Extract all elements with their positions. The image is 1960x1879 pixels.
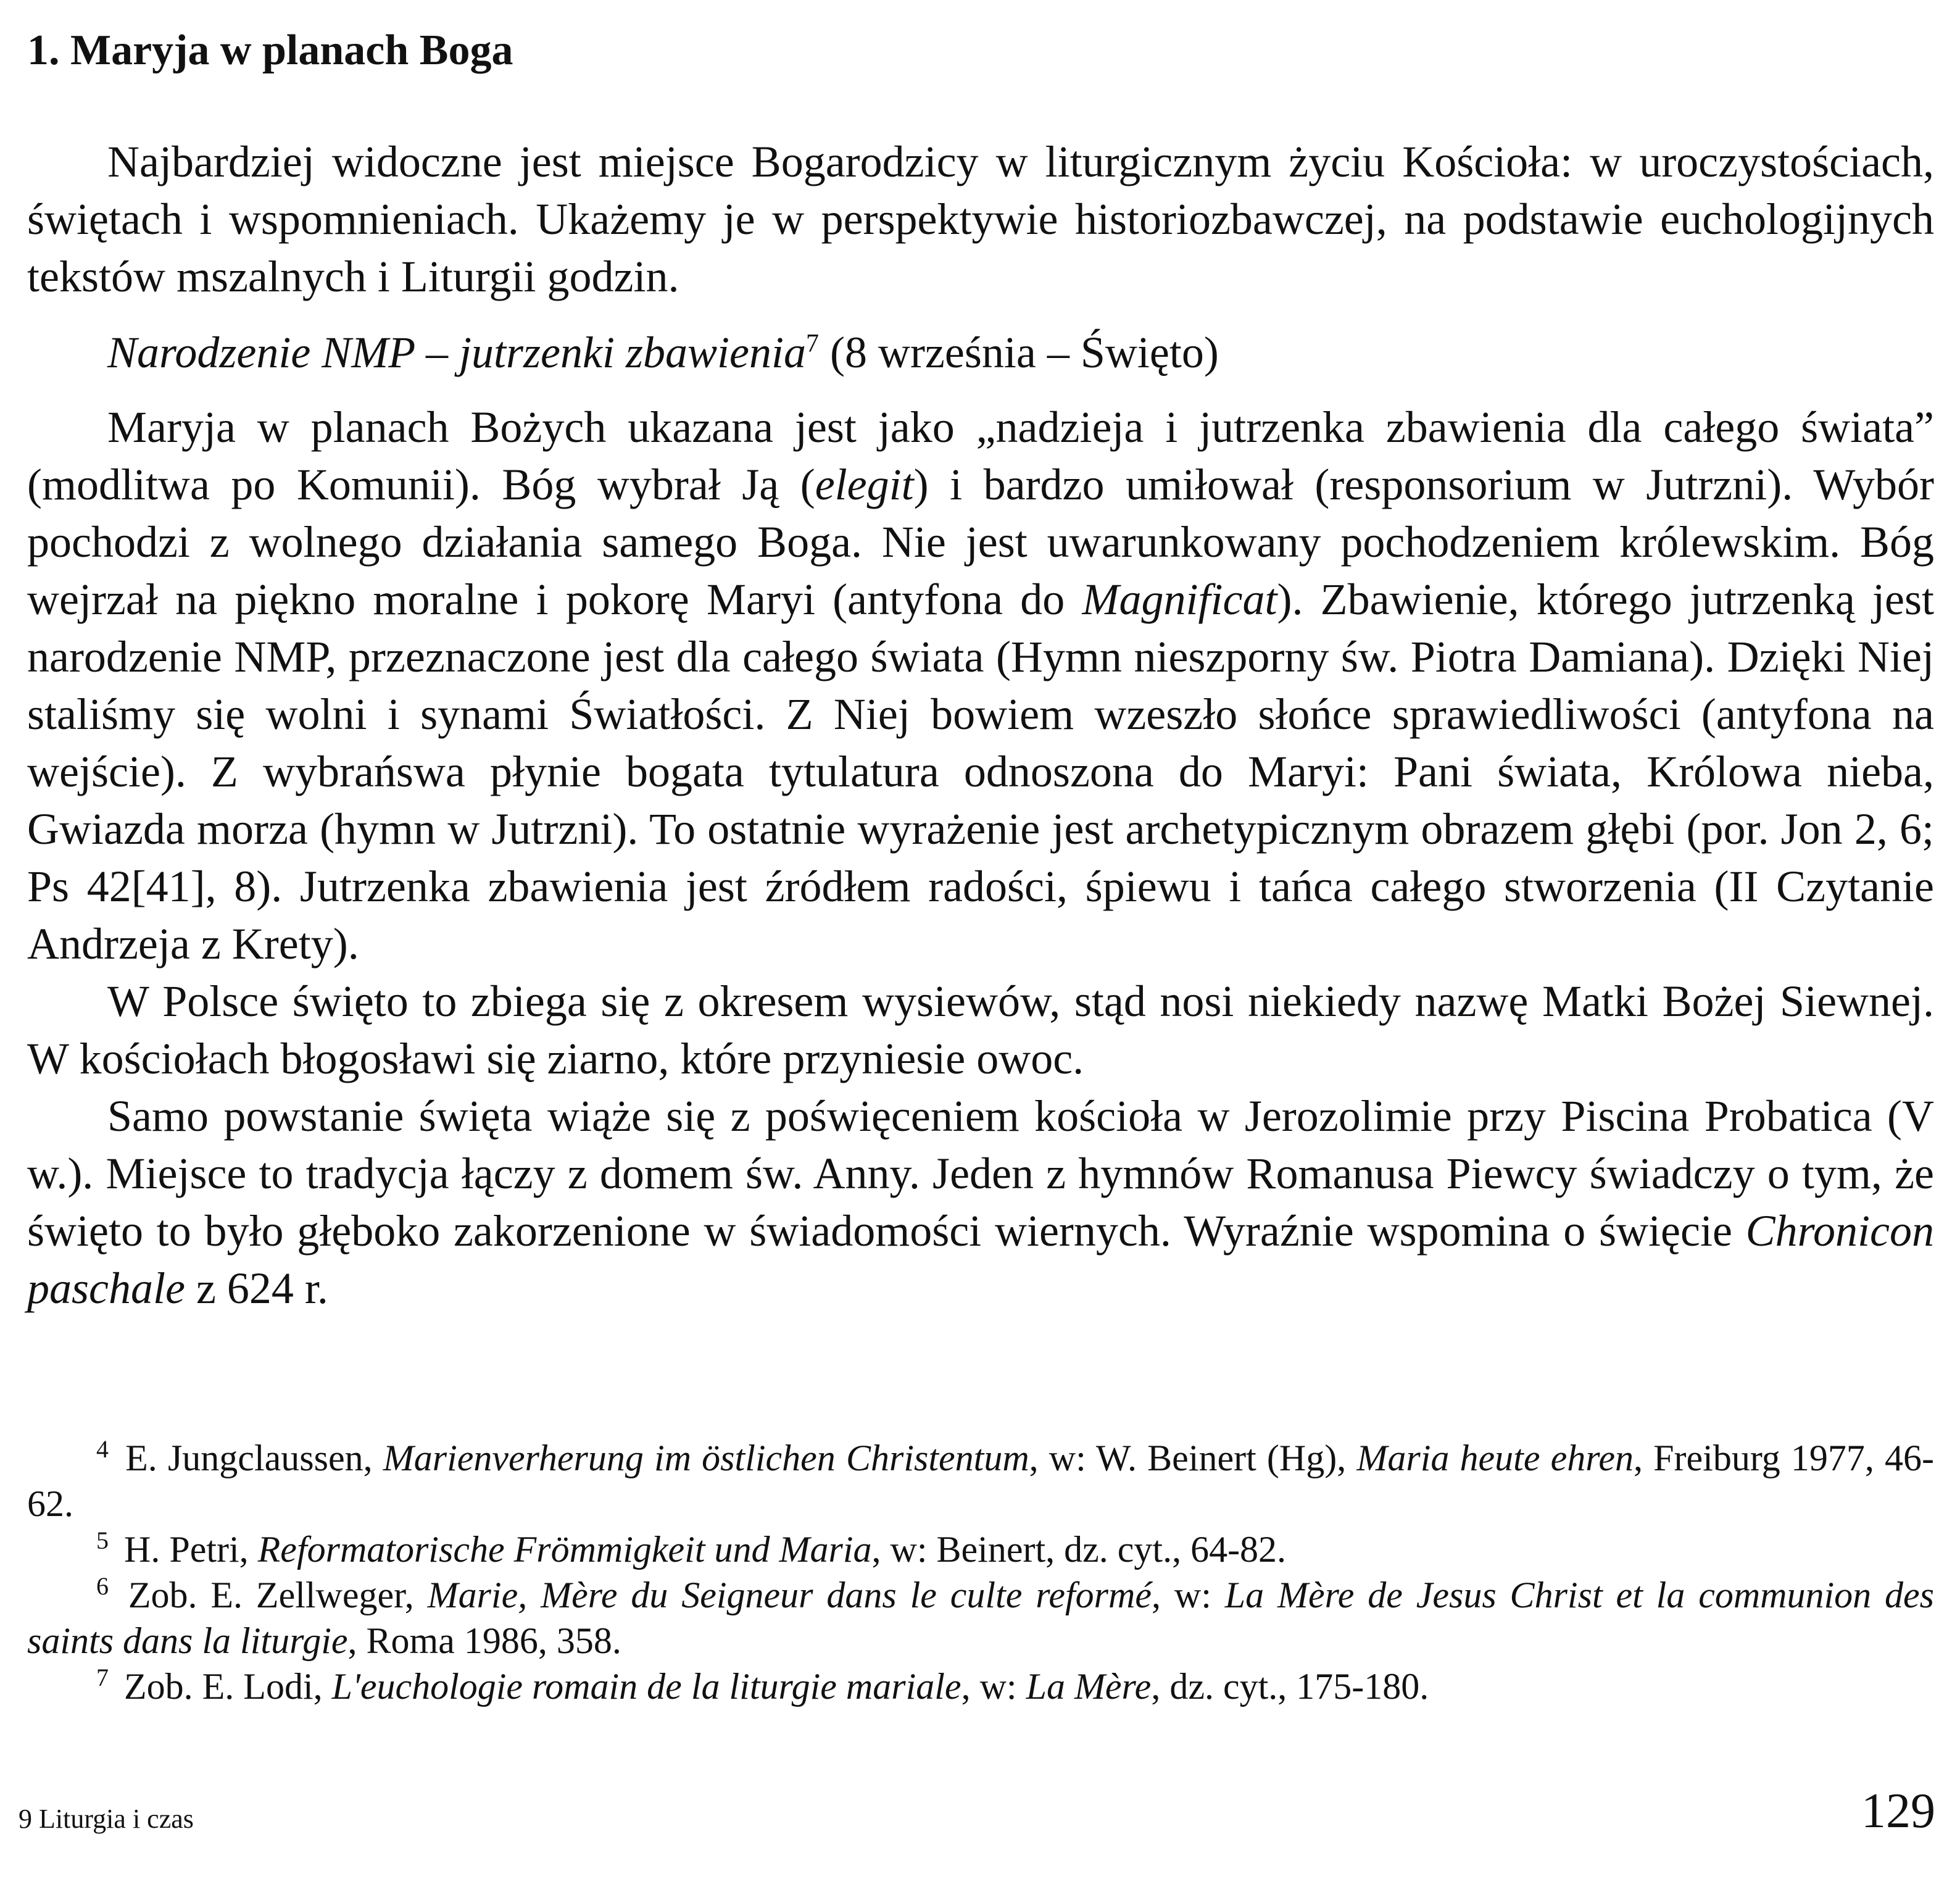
- italic-term: Magnificat: [1082, 575, 1277, 624]
- feast-subheading: [27, 324, 1934, 381]
- text-run: , Freiburg 1977, 46-62.: [27, 1438, 1935, 1524]
- page-number: 129: [1861, 1784, 1935, 1838]
- body-paragraph-2: W Polsce święto to zbiega się z okresem wysiewów, stąd nosi niekiedy nazwę Matki Bożej Siewnej. W kościołach błogosławi się ziarno, które przyniesie owoc.: [27, 977, 1934, 1083]
- text-run: ). Zbawienie, którego jutrzenką jest narodzenie NMP, przeznaczone jest dla całego świata (Hymn nieszporny św. Piotra Damiana). Dzięki Niej staliśmy się wolni i synami Światłości. Z Niej bowiem wzeszło słońce sprawiedliwości (antyfona na wejście). Z wybrańswa płynie bogata tytulatura odnoszona do Maryi: Pani świata, Królowa nieba, Gwiazda morza (hymn w Jutrzni). To ostatnie wyrażenie jest archetypicznym obrazem głębi (por. Jon 2, 6; Ps 42[41], 8). Jutrzenka zbawienia jest źródłem radości, śpiewu i tańca całego stworzenia (II Czytanie Andrzeja z Krety).: [27, 575, 1935, 969]
- text-run: ) i bardzo umiłował (responsorium w Jutrzni). Wybór pochodzi z wolnego działania samego Boga. Nie jest uwarunkowany pochodzeniem królewskim. Bóg wejrzał na piękno moralne i pokorę Maryi (antyfona do: [27, 460, 1934, 624]
- feast-title: Narodzenie NMP – jutrzenki zbawienia: [107, 328, 806, 377]
- text-run: , Roma 1986, 358.: [347, 1620, 621, 1661]
- italic-title: Maria heute ehren: [1356, 1438, 1634, 1478]
- text-run: , w: Beinert, dz. cyt., 64-82.: [871, 1529, 1287, 1570]
- page-footer: [19, 1778, 1935, 1839]
- text-run: , w: W. Beinert (Hg),: [1029, 1438, 1357, 1478]
- text-run: , dz. cyt., 175-180.: [1151, 1666, 1429, 1707]
- footnote-6: [27, 1572, 1934, 1664]
- section-heading: 1. Maryja w planach Boga: [27, 27, 513, 74]
- italic-title: Reformatorische Frömmigkeit und Maria: [257, 1529, 872, 1570]
- text-run: E. Jungclaussen,: [115, 1438, 383, 1478]
- italic-title: Chronicon paschale: [27, 1206, 1934, 1313]
- feast-date: (8 września – Święto): [818, 328, 1219, 377]
- italic-term: elegit: [815, 460, 914, 509]
- body-paragraph-1: [27, 399, 1934, 973]
- page-body: [27, 25, 1934, 1317]
- italic-title: La Mère de Jesus Christ et la communion des saints dans la liturgie: [27, 1575, 1935, 1661]
- footnote-ref-7: 7: [805, 330, 819, 358]
- italic-title: L'euchologie romain de la liturgie mariale: [331, 1666, 961, 1707]
- text-run: z 624 r.: [185, 1264, 328, 1313]
- signature-mark: 9 Liturgia i czas: [19, 1804, 194, 1834]
- footnote-7: [27, 1664, 1934, 1709]
- footnote-4: [27, 1435, 1934, 1527]
- text-run: Zob. E. Lodi,: [115, 1666, 332, 1707]
- footnote-number: 6: [96, 1572, 109, 1600]
- text-run: Zob. E. Zellweger,: [115, 1575, 428, 1615]
- footnote-5: [27, 1527, 1934, 1572]
- italic-title: Marienverherung im östlichen Christentum: [383, 1438, 1029, 1478]
- footnote-number: 5: [96, 1527, 109, 1554]
- text-run: Samo powstanie święta wiąże się z poświęceniem kościoła w Jerozolimie przy Piscina Probatica (V w.). Miejsce to tradycja łączy z domem św. Anny. Jeden z hymnów Romanusa Piewcy świadczy o tym, że święto to było głęboko zakorzenione w świadomości wiernych. Wyraźnie wspomina o święcie: [27, 1091, 1934, 1256]
- footnote-number: 4: [96, 1435, 109, 1463]
- footnotes: [27, 1435, 1934, 1709]
- footnote-number: 7: [96, 1664, 109, 1691]
- text-run: Maryja w planach Bożych ukazana jest jako „nadzieja i jutrzenka zbawienia dla całego świata” (modlitwa po Komunii). Bóg wybrał Ją (: [27, 402, 1934, 509]
- body-paragraph-3: [27, 1088, 1934, 1317]
- intro-paragraph: Najbardziej widoczne jest miejsce Bogarodzicy w liturgicznym życiu Kościoła: w uroczystościach, świętach i wspomnieniach. Ukażemy je w perspektywie historiozbawczej, na podstawie euchologijnych tekstów mszalnych i Liturgii godzin.: [27, 137, 1934, 301]
- italic-title: La Mère: [1026, 1666, 1152, 1707]
- text-run: , w:: [1151, 1575, 1225, 1615]
- text-run: , w:: [961, 1666, 1026, 1707]
- text-run: H. Petri,: [115, 1529, 258, 1570]
- italic-title: Marie, Mère du Seigneur dans le culte reformé: [427, 1575, 1152, 1615]
